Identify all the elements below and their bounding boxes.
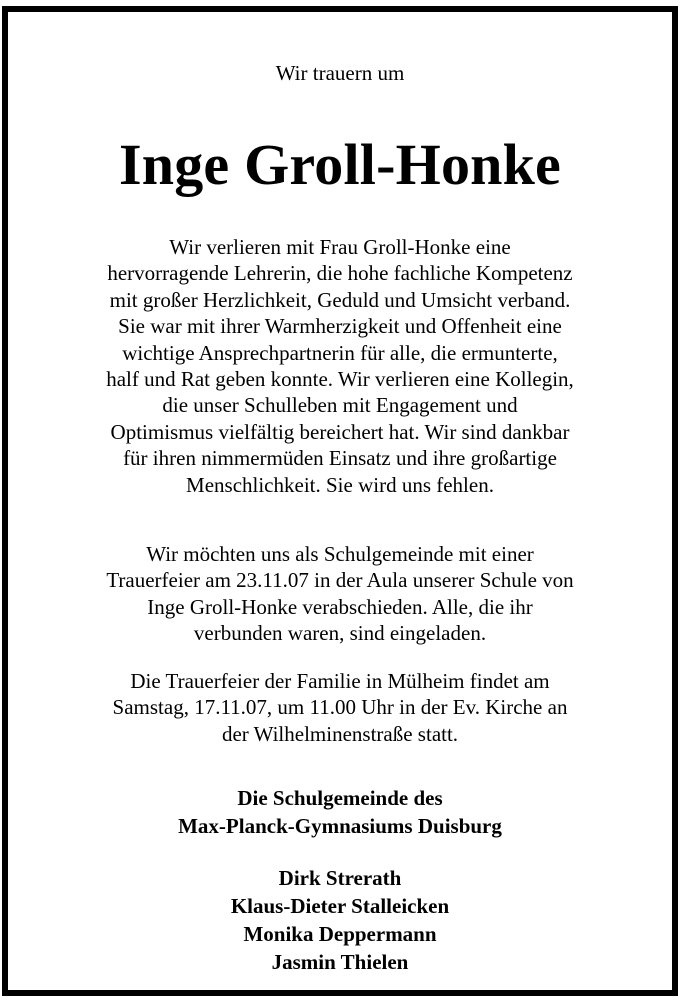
signatory-name: Dirk Strerath bbox=[278, 866, 402, 890]
family-ceremony-paragraph bbox=[8, 668, 672, 747]
text-line: Trauerfeier am 23.11.07 in der Aula unserer Schule von bbox=[106, 568, 574, 593]
signature-line: Die Schulgemeinde des bbox=[237, 786, 443, 810]
text-line: Menschlichkeit. Sie wird uns fehlen. bbox=[186, 472, 494, 497]
text-line: der Wilhelminenstraße statt. bbox=[221, 721, 459, 746]
text-line: verbunden waren, sind eingeladen. bbox=[193, 621, 487, 646]
signatories-list bbox=[8, 864, 672, 976]
text-line: hervorragende Lehrerin, die hohe fachliche Kompetenz bbox=[107, 261, 573, 286]
text-line: Sie war mit ihrer Warmherzigkeit und Offenheit eine bbox=[118, 314, 562, 339]
deceased-name: Inge Groll-Honke bbox=[119, 132, 561, 197]
text-line: Samstag, 17.11.07, um 11.00 Uhr in der Ev. Kirche an bbox=[112, 695, 568, 720]
signature-line: Max-Planck-Gymnasiums Duisburg bbox=[178, 814, 502, 838]
text-line: Wir verlieren mit Frau Groll-Honke eine bbox=[169, 235, 511, 259]
signatory-name: Jasmin Thielen bbox=[271, 950, 409, 974]
signatory-name: Klaus-Dieter Stalleicken bbox=[230, 894, 450, 918]
text-line: die unser Schulleben mit Engagement und bbox=[162, 393, 518, 418]
text-line: für ihren nimmermüden Einsatz und ihre großartige bbox=[123, 446, 557, 471]
text-line: Inge Groll-Honke verabschieden. Alle, die ihr bbox=[147, 594, 533, 619]
text-line: half und Rat geben konnte. Wir verlieren eine Kollegin, bbox=[106, 367, 574, 392]
text-line: mit großer Herzlichkeit, Geduld und Umsicht verband. bbox=[109, 287, 571, 312]
text-line: wichtige Ansprechpartnerin für alle, die ermunterte, bbox=[122, 340, 558, 365]
text-line: Optimismus vielfältig bereichert hat. Wir sind dankbar bbox=[110, 419, 570, 444]
school-signature bbox=[8, 784, 672, 840]
signatory-name: Monika Deppermann bbox=[243, 922, 437, 946]
school-ceremony-paragraph bbox=[8, 541, 672, 647]
text-line: Wir möchten uns als Schulgemeinde mit einer bbox=[146, 542, 534, 566]
intro-text: Wir trauern um bbox=[275, 61, 405, 85]
tribute-paragraph bbox=[8, 234, 672, 498]
notice-frame bbox=[2, 6, 678, 996]
text-line: Die Trauerfeier der Familie in Mülheim findet am bbox=[130, 669, 550, 693]
